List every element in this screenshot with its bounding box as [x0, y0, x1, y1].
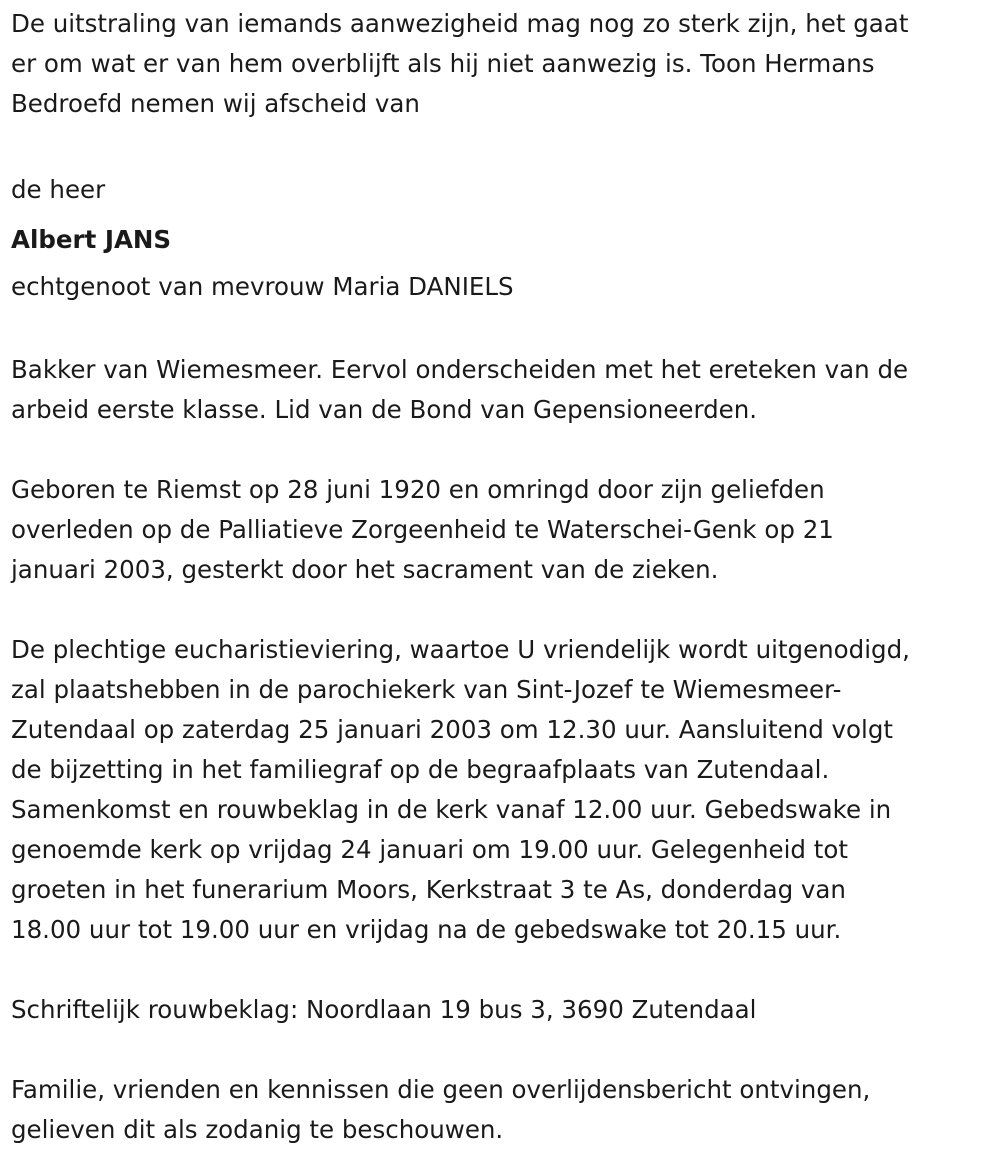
- spacer: [11, 590, 993, 630]
- spacer: [11, 1030, 993, 1070]
- spacer: [11, 950, 993, 990]
- opening-quote: De uitstraling van iemands aanwezigheid mag nog zo sterk zijn, het gaat er om wat er van hem overblijft als hij niet aanwezig is. Toon Hermans Bedroefd nemen wij afscheid van: [11, 9, 909, 118]
- condolence-address: Schriftelijk rouwbeklag: Noordlaan 19 bus 3, 3690 Zutendaal: [11, 995, 757, 1024]
- closing-paragraph: Familie, vrienden en kennissen die geen overlijdensbericht ontvingen, gelieven dit als zodanig te beschouwen.: [11, 1075, 871, 1144]
- spacer: [11, 124, 993, 164]
- spacer: [11, 310, 993, 350]
- spouse-line: echtgenoot van mevrouw Maria DANIELS: [11, 272, 514, 301]
- obituary-notice: [11, 4, 993, 1150]
- ceremony-paragraph: De plechtige eucharistieviering, waartoe U vriendelijk wordt uitgenodigd, zal plaatshebben in de parochiekerk van Sint-Jozef te Wiemesmeer- Zutendaal op zaterdag 25 januari 2003 om 12.30 uur. Aansluitend volgt de bijzetting in het familiegraf op de begraafplaats van Zutendaal. Samenkomst en rouwbeklag in de kerk vanaf 12.00 uur. Gebedswake in genoemde kerk op vrijdag 24 januari om 19.00 uur. Gelegenheid tot groeten in het funerarium Moors, Kerkstraat 3 te As, donderdag van 18.00 uur tot 19.00 uur en vrijdag na de gebedswake tot 20.15 uur.: [11, 635, 910, 944]
- deceased-name: Albert JANS: [11, 225, 172, 254]
- occupation-paragraph: Bakker van Wiemesmeer. Eervol onderscheiden met het ereteken van de arbeid eerste klasse. Lid van de Bond van Gepensioneerden.: [11, 355, 909, 424]
- birth-death-paragraph: Geboren te Riemst op 28 juni 1920 en omringd door zijn geliefden overleden op de Palliatieve Zorgeenheid te Waterschei-Genk op 21 januari 2003, gesterkt door het sacrament van de zieken.: [11, 475, 834, 584]
- salutation: de heer: [11, 175, 106, 204]
- spacer: [11, 430, 993, 470]
